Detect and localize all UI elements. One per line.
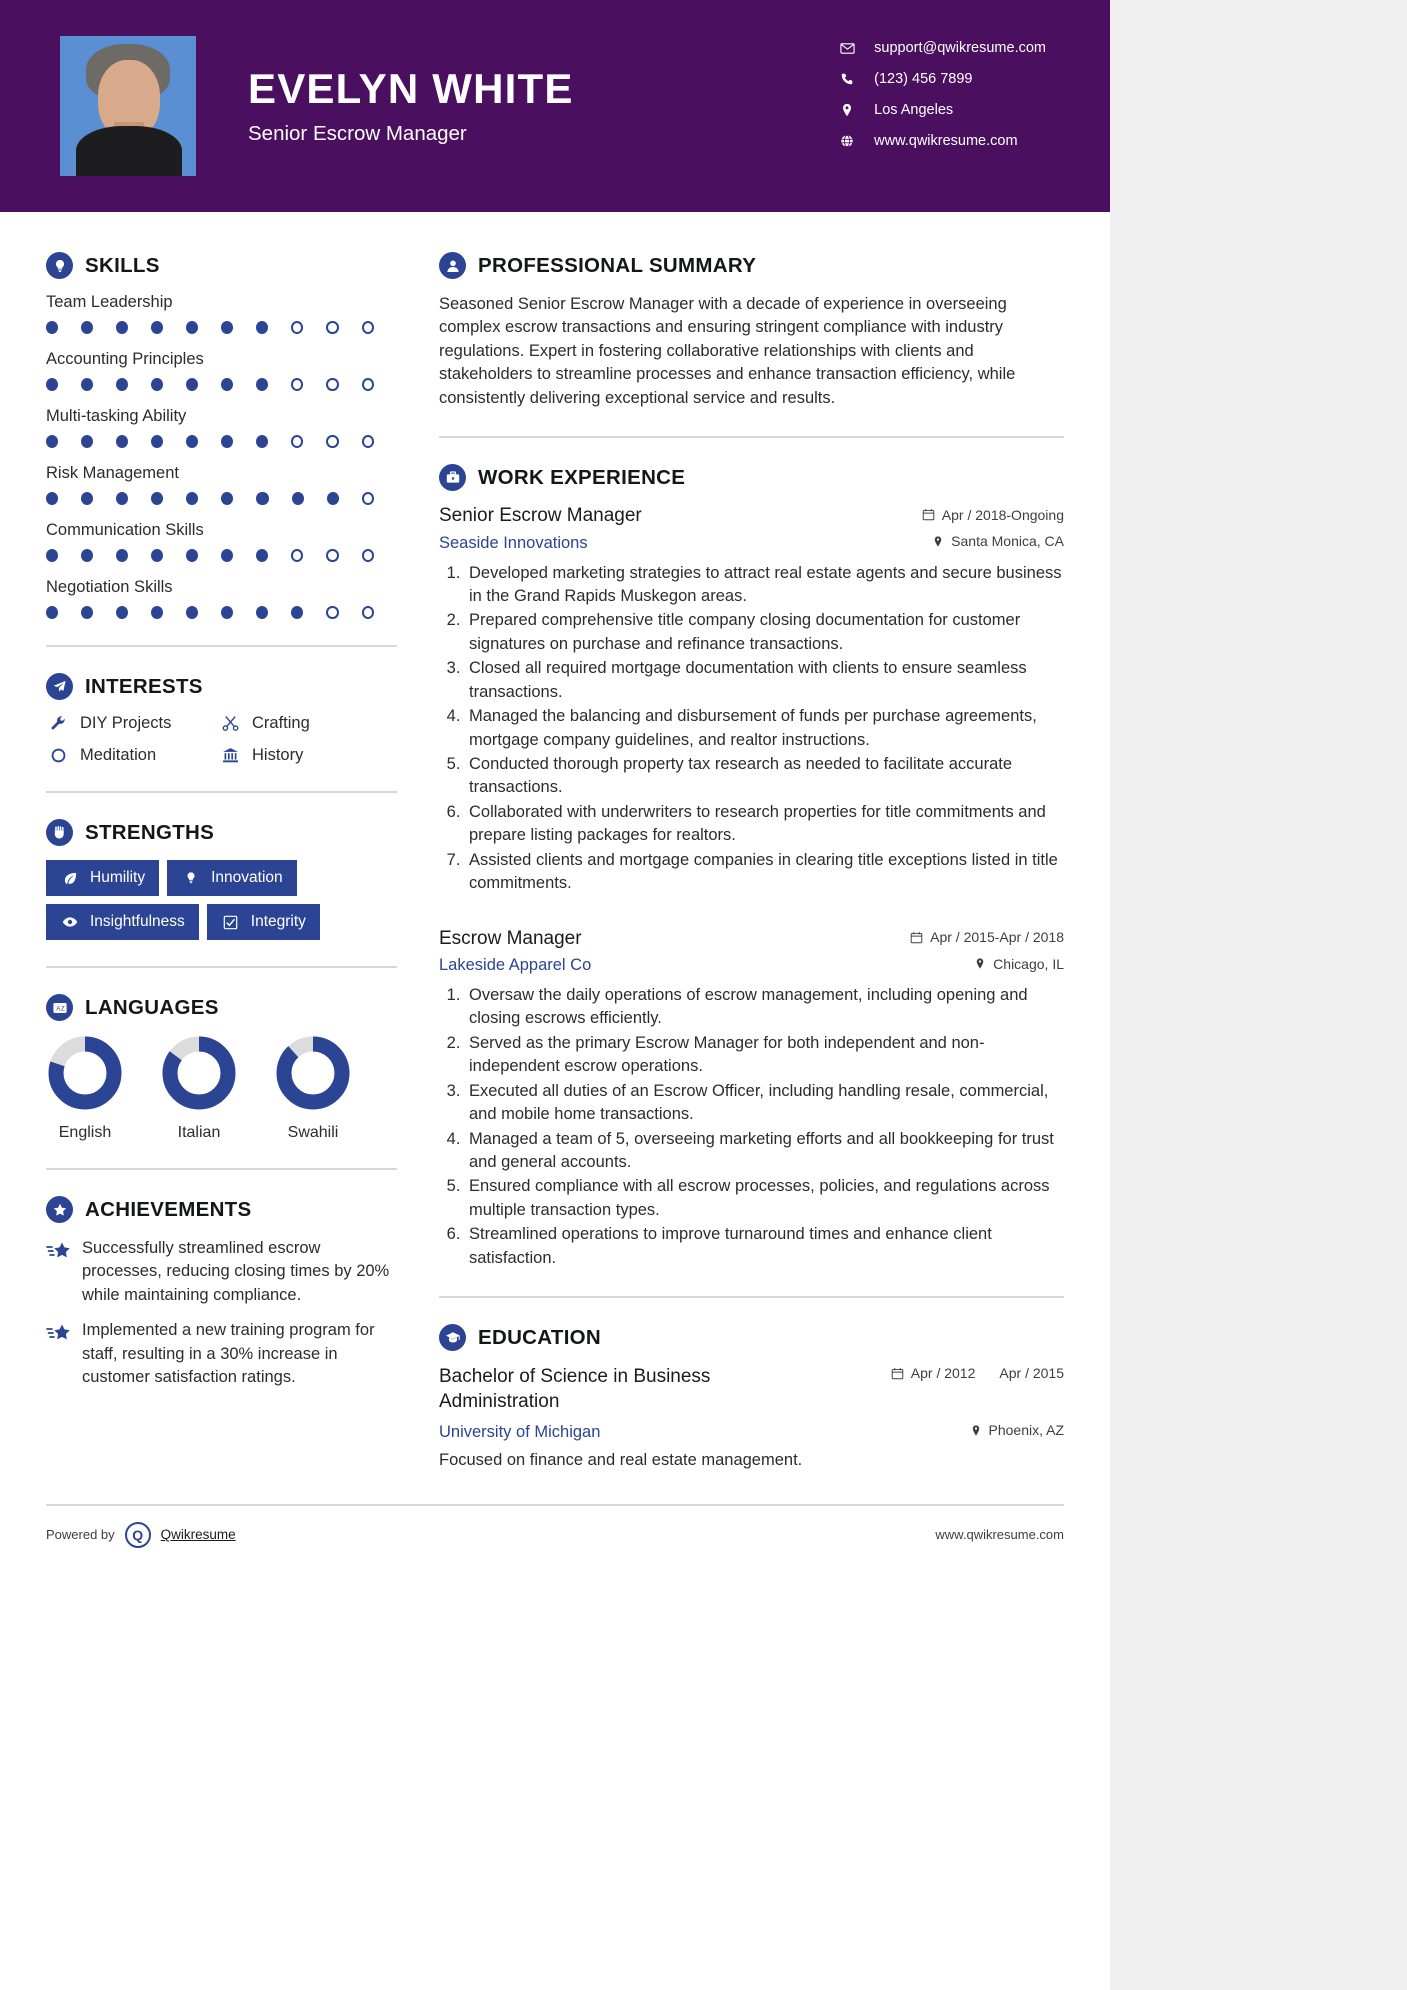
rating-dot-filled (151, 321, 163, 334)
rating-dot-filled (46, 492, 58, 505)
language-label: English (58, 1124, 112, 1141)
candidate-name: EVELYN WHITE (248, 65, 574, 113)
job-top-row (439, 928, 1064, 950)
rating-dot-filled (116, 606, 128, 619)
divider (439, 436, 1064, 438)
divider (439, 1296, 1064, 1298)
achievements-heading (46, 1196, 397, 1223)
rating-dot-filled (221, 321, 233, 334)
achievement-item (46, 1237, 397, 1307)
skills-title: SKILLS (85, 253, 160, 277)
skill-rating (46, 606, 397, 619)
job-bullet: 6. Streamlined operations to improve turnaround times and enhance client satisfaction. (465, 1223, 1064, 1270)
experience-section (439, 464, 1064, 1270)
divider (46, 966, 397, 968)
rating-dot-filled (116, 492, 128, 505)
rating-dot-empty (326, 435, 338, 448)
calendar-icon (910, 931, 923, 944)
bulb-icon (181, 871, 201, 885)
job-role: Escrow Manager (439, 927, 582, 949)
bank-icon (218, 747, 242, 764)
skill-label: Multi-tasking Ability (46, 407, 187, 425)
rating-dot-filled (81, 492, 93, 505)
rating-dot-filled (292, 492, 304, 505)
job-bullets (465, 562, 1064, 896)
rating-dot-filled (116, 549, 128, 562)
qwikresume-brand-link[interactable]: Qwikresume (160, 1527, 236, 1543)
education-location (970, 1422, 1065, 1438)
rating-dot-filled (186, 435, 198, 448)
skill-label: Risk Management (46, 464, 179, 482)
star-icon (46, 1319, 76, 1389)
job-bullet: 1. Oversaw the daily operations of escrow management, including opening and closing escrows efficiently. (465, 984, 1064, 1031)
rating-dot-filled (81, 606, 93, 619)
rating-dot-filled (256, 492, 268, 505)
job-bullet: 3. Executed all duties of an Escrow Officer, including handling resale, commercial, and mobile home transactions. (465, 1080, 1064, 1127)
rating-dot-filled (256, 549, 268, 562)
job-dates-value: Apr / 2018-Ongoing (941, 506, 1064, 523)
language-item (46, 1035, 124, 1142)
job-bullet: 2. Prepared comprehensive title company closing documentation for customer signatures on purchase and refinance transactions. (465, 609, 1064, 656)
rating-dot-filled (221, 378, 233, 391)
job-bullet: 7. Assisted clients and mortgage companies in clearing title exceptions listed in title commitments. (465, 849, 1064, 896)
divider (46, 645, 397, 647)
translate-icon (46, 994, 73, 1021)
languages-section (46, 994, 397, 1142)
strengths-title: STRENGTHS (85, 820, 215, 844)
job-company: Seaside Innovations (439, 533, 588, 552)
contact-location (836, 102, 1046, 118)
rating-dot-filled (186, 606, 198, 619)
skill-label: Negotiation Skills (46, 578, 173, 596)
skill-rating (46, 492, 397, 505)
rating-dot-filled (256, 378, 268, 391)
strength-pill-humility (46, 860, 159, 896)
map-pin-icon (836, 103, 858, 117)
languages-list (46, 1035, 397, 1142)
svg-text:Z: Z (60, 1006, 65, 1013)
rating-dot-filled (186, 378, 198, 391)
job-location (932, 533, 1064, 549)
rating-dot-empty (326, 606, 338, 619)
divider (46, 1168, 397, 1170)
job-bullet: 4. Managed the balancing and disbursement of funds per purchase agreements, mortgage company guidelines, and realtor instructions. (465, 705, 1064, 752)
skill-label: Team Leadership (46, 293, 173, 311)
fist-icon (46, 819, 73, 846)
rating-dot-filled (256, 606, 268, 619)
strength-label: Humility (90, 869, 146, 886)
rating-dot-empty (291, 321, 303, 334)
education-section (439, 1324, 1064, 1470)
rating-dot-filled (291, 606, 303, 619)
footer-website: www.qwikresume.com (935, 1527, 1064, 1543)
skill-label: Accounting Principles (46, 350, 204, 368)
job-location-value: Chicago, IL (993, 955, 1064, 972)
rating-dot-empty (362, 435, 374, 448)
location-pin-icon (970, 1424, 982, 1437)
language-item (160, 1035, 238, 1142)
education-degree: Bachelor of Science in Business Administration (439, 1366, 711, 1412)
calendar-icon (922, 508, 935, 521)
envelope-icon (836, 41, 858, 56)
profile-photo (60, 36, 196, 176)
divider (46, 791, 397, 793)
achievement-item (46, 1319, 397, 1389)
summary-title: PROFESSIONAL SUMMARY (478, 253, 757, 277)
education-location-value: Phoenix, AZ (988, 1422, 1064, 1439)
rating-dot-empty (362, 492, 374, 505)
location-pin-icon (932, 535, 944, 548)
calendar-icon (891, 1365, 904, 1383)
rating-dot-filled (186, 549, 198, 562)
rating-dot-filled (151, 492, 163, 505)
rating-dot-empty (291, 435, 303, 448)
experience-title: WORK EXPERIENCE (478, 465, 686, 489)
rating-dot-filled (81, 549, 93, 562)
skills-list (46, 293, 397, 619)
rating-dot-filled (151, 549, 163, 562)
rating-dot-filled (186, 492, 198, 505)
rating-dot-filled (221, 435, 233, 448)
powered-by-block (46, 1522, 236, 1548)
qwikresume-logo-letter: Q (132, 1526, 144, 1543)
job-bullet: 1. Developed marketing strategies to attract real estate agents and secure business in the Grand Rapids Muskegon areas. (465, 562, 1064, 609)
language-donut (275, 1035, 351, 1111)
rating-dot-filled (256, 321, 268, 334)
user-circle-icon (439, 252, 466, 279)
education-top-row (439, 1365, 1064, 1414)
education-end-date: Apr / 2015 (999, 1365, 1064, 1382)
rating-dot-filled (256, 435, 268, 448)
eye-icon (60, 914, 80, 930)
lightbulb-icon (46, 252, 73, 279)
briefcase-icon (439, 464, 466, 491)
achievements-title: ACHIEVEMENTS (85, 1197, 252, 1221)
graduate-icon (439, 1324, 466, 1351)
job-bullet: 5. Ensured compliance with all escrow processes, policies, and regulations across multiple transaction types. (465, 1175, 1064, 1222)
summary-text: Seasoned Senior Escrow Manager with a decade of experience in overseeing complex escrow transactions and ensuring stringent compliance with industry regulations. Expert in fostering collaborative relationships with clients and stakeholders to streamline processes and enhance transaction efficiency, while consistently delivering exceptional service and results. (439, 295, 1016, 407)
education-note: Focused on finance and real estate management. (439, 1450, 803, 1469)
strength-pill-innovation (167, 860, 297, 896)
language-item (274, 1035, 352, 1142)
svg-text:A: A (55, 1006, 60, 1013)
circle-icon (46, 747, 70, 764)
strength-row (46, 904, 397, 940)
strength-pill-integrity (207, 904, 320, 940)
globe-icon (836, 134, 858, 148)
language-donut (161, 1035, 237, 1111)
strength-label: Integrity (250, 913, 306, 930)
interest-item (218, 714, 397, 733)
strength-row (46, 860, 397, 896)
job-bullets (465, 984, 1064, 1270)
job-dates-value: Apr / 2015-Apr / 2018 (930, 929, 1064, 946)
right-column (397, 212, 1110, 1470)
contact-website (836, 133, 1046, 149)
rating-dot-filled (81, 378, 93, 391)
education-dates (891, 1365, 1064, 1383)
interest-item (46, 746, 218, 765)
interests-heading (46, 673, 397, 700)
rating-dot-empty (362, 549, 374, 562)
strength-pill-insightfulness (46, 904, 199, 940)
resume-header (0, 0, 1110, 212)
education-sub-row (439, 1422, 1064, 1442)
contact-list (836, 40, 1046, 149)
interests-section (46, 673, 397, 765)
interests-title: INTERESTS (85, 674, 203, 698)
skill-rating (46, 378, 397, 391)
interest-label: Crafting (252, 714, 310, 732)
rating-dot-filled (116, 321, 128, 334)
photo-body (76, 126, 182, 176)
interest-label: Meditation (80, 746, 157, 764)
rating-dot-filled (46, 549, 58, 562)
qwikresume-logo-icon (125, 1522, 151, 1548)
star-badge-icon (46, 1196, 73, 1223)
rating-dot-filled (221, 606, 233, 619)
language-donut (47, 1035, 123, 1111)
strengths-list (46, 860, 397, 940)
education-start-date: Apr / 2012 (910, 1365, 976, 1382)
phone-icon (836, 72, 858, 86)
job-location (974, 956, 1064, 972)
rating-dot-empty (326, 321, 338, 334)
job-bullet: 6. Collaborated with underwriters to research properties for title commitments and prepare listing packages for realtors. (465, 801, 1064, 848)
rating-dot-empty (362, 321, 374, 334)
experience-item (439, 928, 1064, 1271)
rating-dot-empty (326, 378, 338, 391)
leaf-icon (60, 871, 80, 886)
rating-dot-empty (291, 549, 303, 562)
wrench-icon (46, 715, 70, 732)
summary-section (439, 252, 1064, 410)
job-dates (922, 507, 1064, 523)
strength-label: Innovation (211, 869, 283, 886)
paper-plane-icon (46, 673, 73, 700)
rating-dot-filled (151, 606, 163, 619)
job-role: Senior Escrow Manager (439, 505, 642, 527)
education-heading (439, 1324, 1064, 1351)
job-top-row (439, 505, 1064, 527)
location-pin-icon (974, 957, 986, 970)
contact-website-value: www.qwikresume.com (874, 133, 1018, 149)
interest-label: DIY Projects (80, 714, 172, 732)
rating-dot-empty (362, 606, 374, 619)
job-dates (910, 929, 1064, 945)
education-title: EDUCATION (478, 1325, 602, 1349)
summary-heading (439, 252, 1064, 279)
strengths-section (46, 819, 397, 940)
languages-heading (46, 994, 397, 1021)
footer (0, 1506, 1110, 1572)
skills-heading (46, 252, 397, 279)
achievements-section (46, 1196, 397, 1390)
job-bullet: 2. Served as the primary Escrow Manager for both independent and non-independent escrow operations. (465, 1032, 1064, 1079)
rating-dot-filled (221, 492, 233, 505)
skill-rating (46, 435, 397, 448)
rating-dot-empty (362, 378, 374, 391)
rating-dot-filled (116, 435, 128, 448)
rating-dot-filled (327, 492, 339, 505)
achievement-text: Successfully streamlined escrow processes, reducing closing times by 20% while maintaining compliance. (82, 1239, 390, 1304)
rating-dot-filled (186, 321, 198, 334)
experience-heading (439, 464, 1064, 491)
language-label: Swahili (287, 1124, 339, 1141)
contact-phone-value: (123) 456 7899 (874, 71, 973, 87)
rating-dot-empty (291, 378, 303, 391)
powered-by-label: Powered by (46, 1527, 115, 1543)
interest-label: History (252, 746, 304, 764)
rating-dot-filled (151, 435, 163, 448)
skills-section (46, 252, 397, 619)
strength-label: Insightfulness (90, 913, 185, 930)
rating-dot-filled (46, 435, 58, 448)
contact-location-value: Los Angeles (874, 102, 954, 118)
candidate-job-title: Senior Escrow Manager (248, 121, 467, 145)
rating-dot-empty (326, 549, 338, 562)
rating-dot-filled (221, 549, 233, 562)
rating-dot-filled (46, 378, 58, 391)
interest-item (218, 746, 397, 765)
scissors-icon (218, 715, 242, 732)
experience-item (439, 505, 1064, 895)
check-square-icon (221, 915, 241, 930)
interests-list (46, 714, 397, 765)
contact-email (836, 40, 1046, 56)
skill-label: Communication Skills (46, 521, 204, 539)
resume-body (0, 212, 1110, 1470)
interest-item (46, 714, 218, 733)
rating-dot-filled (116, 378, 128, 391)
contact-phone (836, 71, 1046, 87)
skill-rating (46, 549, 397, 562)
rating-dot-filled (46, 321, 58, 334)
name-block (248, 66, 574, 145)
rating-dot-filled (151, 378, 163, 391)
job-bullet: 3. Closed all required mortgage documentation with clients to ensure seamless transactions. (465, 657, 1064, 704)
language-label: Italian (177, 1124, 221, 1141)
left-column (0, 212, 397, 1390)
languages-title: LANGUAGES (85, 995, 219, 1019)
rating-dot-filled (81, 321, 93, 334)
job-bullet: 4. Managed a team of 5, overseeing marketing efforts and all bookkeeping for trust and general accounts. (465, 1128, 1064, 1175)
skill-rating (46, 321, 397, 334)
job-bullet: 5. Conducted thorough property tax research as needed to facilitate accurate transactions. (465, 753, 1064, 800)
education-date-pair (911, 1365, 1064, 1383)
job-sub-row (439, 533, 1064, 553)
rating-dot-filled (46, 606, 58, 619)
rating-dot-filled (81, 435, 93, 448)
job-sub-row (439, 956, 1064, 976)
education-school: University of Michigan (439, 1422, 601, 1441)
job-company: Lakeside Apparel Co (439, 956, 592, 975)
achievement-text: Implemented a new training program for staff, resulting in a 30% increase in customer satisfaction ratings. (82, 1321, 375, 1387)
contact-email-value: support@qwikresume.com (874, 40, 1046, 56)
strengths-heading (46, 819, 397, 846)
job-location-value: Santa Monica, CA (951, 533, 1064, 550)
star-icon (46, 1237, 76, 1307)
